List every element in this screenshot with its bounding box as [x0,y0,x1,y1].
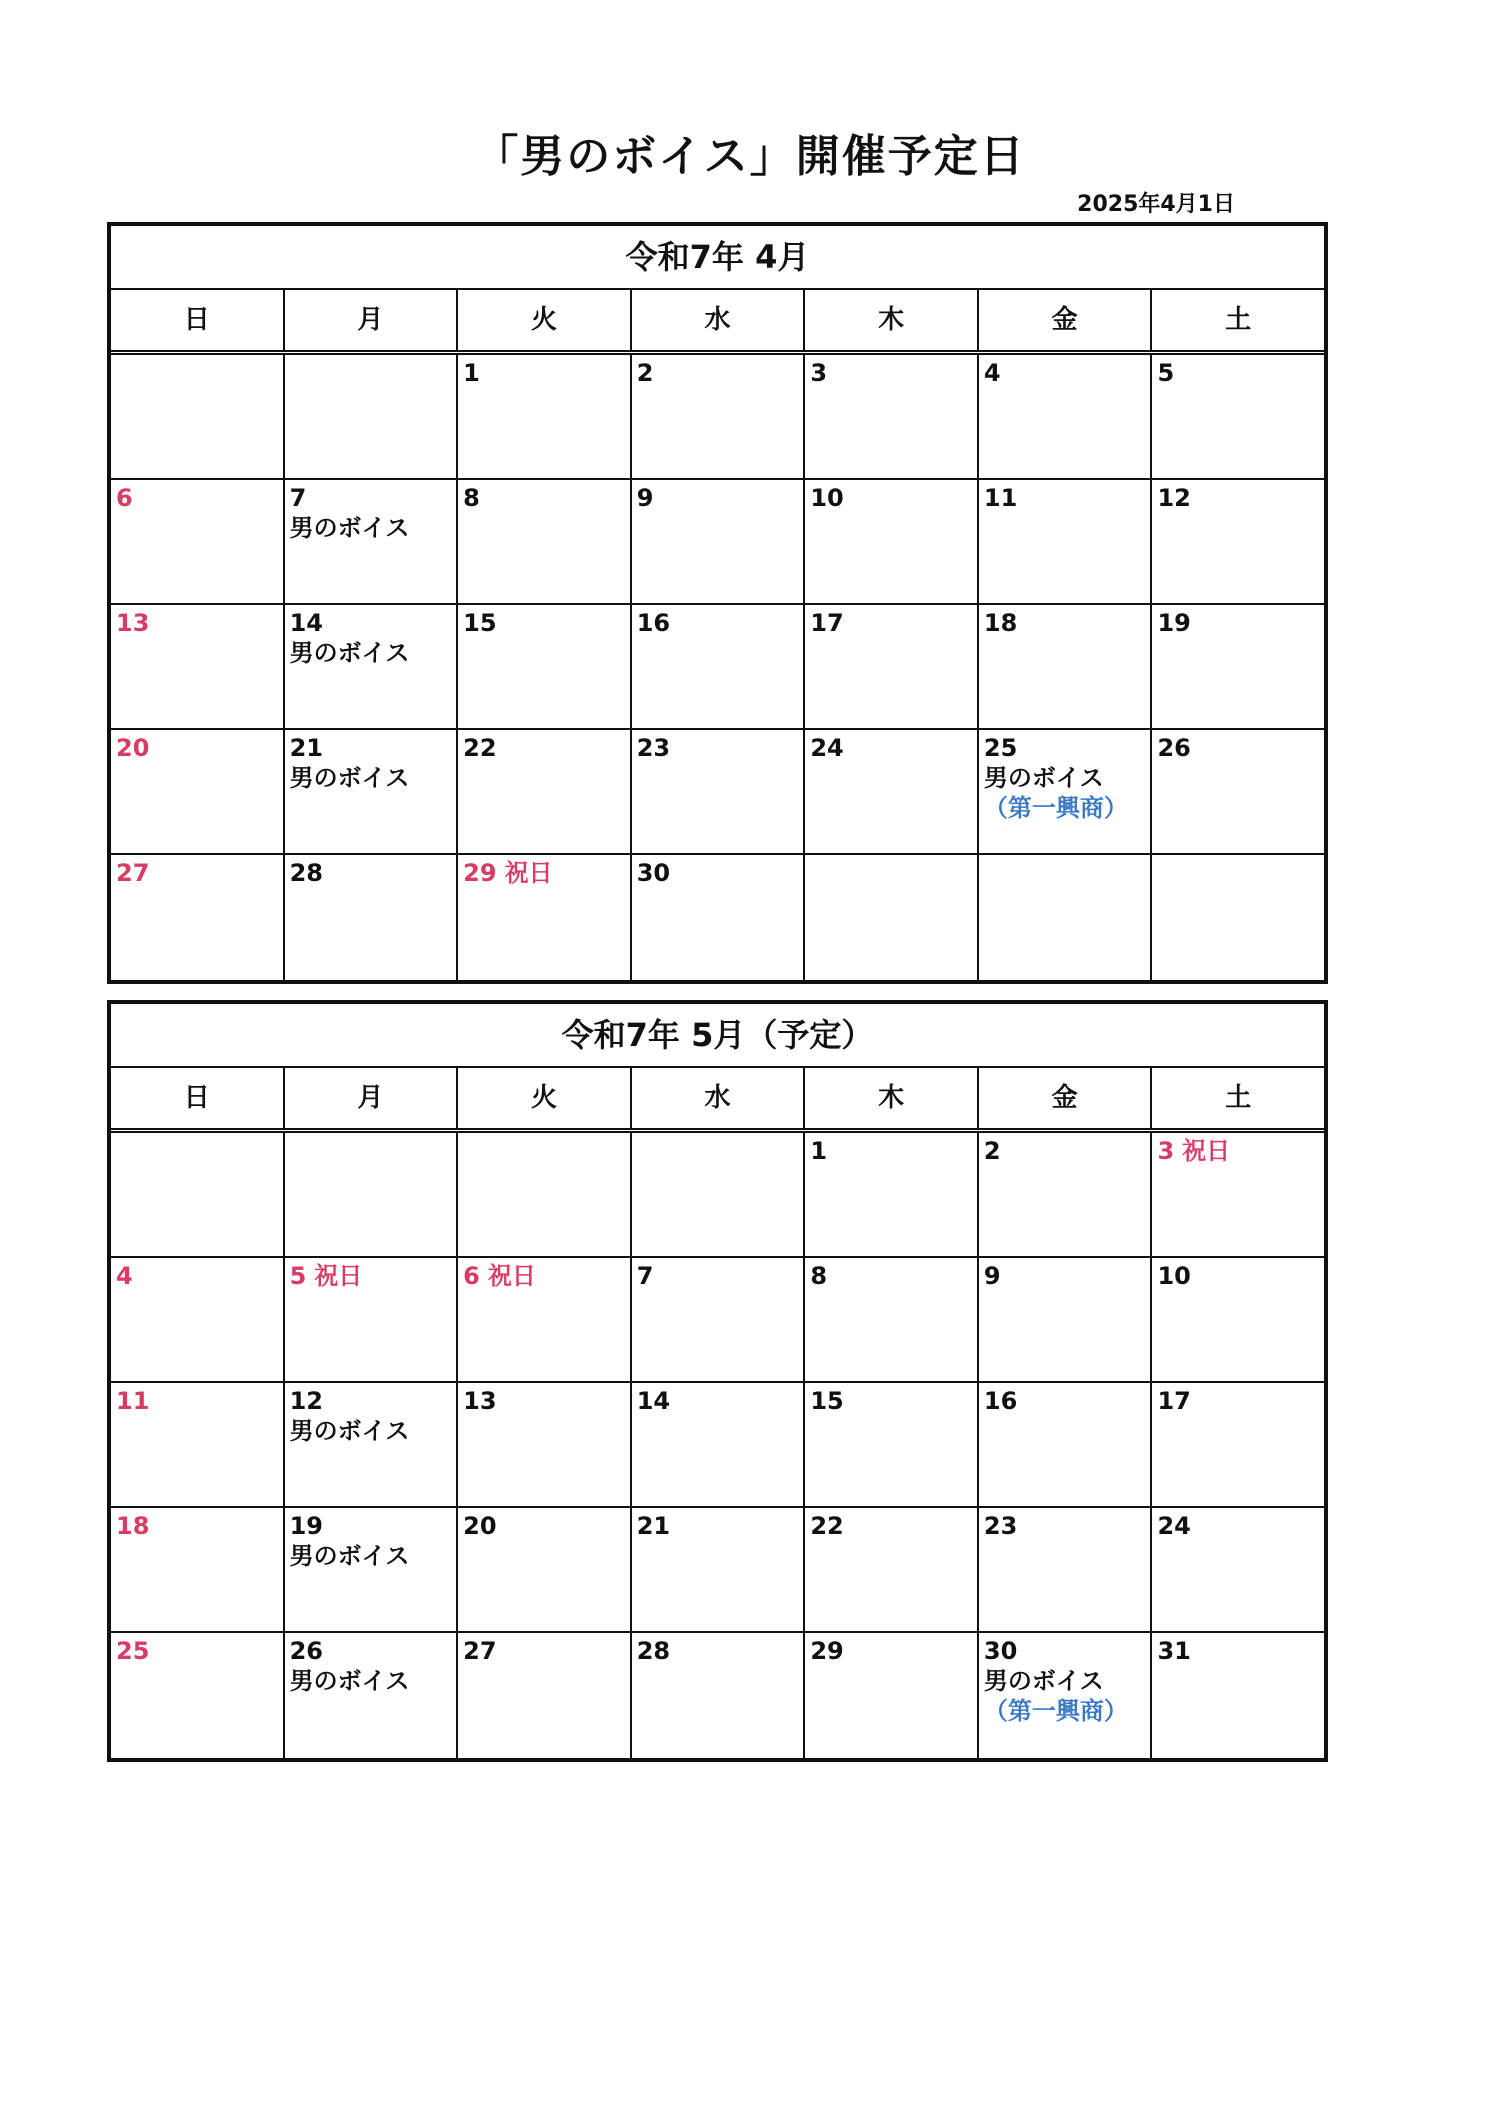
day-cell [632,480,806,603]
day-cell [979,355,1153,478]
empty-cell [285,355,459,478]
day-number-text: 29 [463,859,497,887]
week-row [111,1383,1324,1508]
day-number [290,1636,457,1666]
day-number [463,858,630,888]
weekday-header: 月 [285,290,459,350]
day-number-text: 4 [116,1262,133,1290]
day-number [984,1511,1151,1541]
day-number [637,733,804,763]
day-cell [979,1133,1153,1256]
day-cell [805,730,979,853]
day-number-text: 16 [983,1387,1018,1415]
day-number [984,358,1151,388]
day-number-text: 28 [636,1637,671,1665]
day-number-text: 20 [463,1512,497,1540]
day-number-text: 7 [289,484,307,512]
day-number [810,608,977,638]
day-number [810,1261,977,1291]
day-cell [458,1633,632,1758]
day-cell [285,1508,459,1631]
day-number [637,858,804,888]
day-number [1157,1636,1324,1666]
day-number [637,1511,804,1541]
day-number [290,483,457,513]
day-number [810,733,977,763]
day-number [810,1511,977,1541]
event-label: 男のボイス [289,639,410,667]
day-cell [979,730,1153,853]
empty-cell [632,1133,806,1256]
day-cell [458,480,632,603]
day-number-text: 10 [1157,1262,1191,1290]
day-cell [285,1633,459,1758]
week-row [111,480,1324,605]
day-cell [805,1133,979,1256]
day-number-text: 13 [463,1387,497,1415]
day-cell [1152,1133,1324,1256]
day-number-text: 2 [636,359,654,387]
event-label: 男のボイス [289,1542,410,1570]
day-number-text: 30 [983,1637,1018,1665]
day-number-text: 6 [463,1262,480,1290]
day-number-text: 18 [116,1512,150,1540]
day-number [984,1386,1151,1416]
day-number-text: 2 [983,1137,1001,1165]
day-number [984,1636,1151,1666]
day-number-text: 31 [1157,1637,1191,1665]
day-cell [1152,605,1324,728]
empty-cell [285,1133,459,1256]
day-cell [458,1508,632,1631]
day-number [637,483,804,513]
day-number [637,358,804,388]
holiday-label: 祝日 [1182,1137,1231,1165]
event-label: 男のボイス [289,1667,410,1695]
day-number [810,483,977,513]
day-number [984,483,1151,513]
day-number-text: 17 [810,609,844,637]
day-number-text: 24 [1157,1512,1191,1540]
empty-cell [111,355,285,478]
day-cell [979,1633,1153,1758]
week-row [111,730,1324,855]
day-cell [111,605,285,728]
day-cell [632,1258,806,1381]
week-row [111,855,1324,980]
day-cell [285,480,459,603]
day-number-text: 22 [463,734,497,762]
day-number-text: 12 [289,1387,323,1415]
day-cell [285,730,459,853]
day-number-text: 11 [116,1387,150,1415]
day-number [1157,358,1324,388]
day-cell [1152,355,1324,478]
empty-cell [979,855,1153,980]
day-cell [458,855,632,980]
day-number-text: 27 [463,1637,497,1665]
weekday-header: 土 [1225,1083,1252,1113]
event-label: 男のボイス [983,764,1104,792]
day-cell [1152,1258,1324,1381]
day-cell [632,855,806,980]
day-number [116,858,283,888]
weekday-header: 木 [805,290,979,350]
day-number [637,1386,804,1416]
page-title: 「男のボイス」開催予定日 [474,131,1026,182]
day-number [116,1511,283,1541]
day-number [1157,1261,1324,1291]
day-cell [632,1633,806,1758]
day-number-text: 19 [1157,609,1191,637]
calendar-may [107,1000,1328,1762]
day-cell [111,1383,285,1506]
day-number [463,1386,630,1416]
day-number-text: 5 [289,1262,307,1290]
day-number-text: 19 [289,1512,323,1540]
day-number-text: 8 [463,484,480,512]
weekday-header: 金 [979,1068,1153,1128]
day-number [637,608,804,638]
day-number-text: 27 [116,859,150,887]
calendar-april [107,222,1328,984]
day-cell [979,1383,1153,1506]
holiday-label: 祝日 [314,1262,363,1290]
weekday-header: 土 [1225,305,1252,335]
day-number [463,608,630,638]
day-number [1157,608,1324,638]
day-number-text: 9 [636,484,654,512]
day-number-text: 21 [636,1512,671,1540]
event-label: 男のボイス [289,514,410,542]
day-cell [632,605,806,728]
day-cell [1152,480,1324,603]
day-number-text: 1 [463,359,480,387]
day-number-text: 23 [983,1512,1018,1540]
day-cell [805,355,979,478]
empty-cell [1152,855,1324,980]
day-number [463,483,630,513]
empty-cell [111,1133,285,1256]
week-row [111,1633,1324,1758]
weekday-header-row [111,290,1324,355]
week-row [111,1258,1324,1383]
day-number-text: 5 [1157,359,1175,387]
day-number [463,358,630,388]
week-row [111,1508,1324,1633]
day-number-text: 12 [1157,484,1191,512]
weekday-header: 金 [979,290,1153,350]
event-venue: （第一興商） [983,1697,1128,1725]
weekday-header: 木 [805,1068,979,1128]
day-number [116,1386,283,1416]
day-cell [805,1633,979,1758]
day-cell [805,1383,979,1506]
weekday-header: 火 [458,1068,632,1128]
day-number [810,1636,977,1666]
day-number [1157,1511,1324,1541]
day-cell [979,480,1153,603]
day-cell [111,730,285,853]
day-number-text: 22 [810,1512,844,1540]
day-number [1157,483,1324,513]
calendar-title: 令和7年 5月（予定） [111,1004,1324,1068]
event-label: 男のボイス [289,764,410,792]
day-number-text: 7 [636,1262,654,1290]
weekday-header-row [111,1068,1324,1133]
day-number [290,1511,457,1541]
day-cell [632,1508,806,1631]
day-cell [1152,1383,1324,1506]
day-number-text: 17 [1157,1387,1191,1415]
week-row [111,1133,1324,1258]
day-cell [632,1383,806,1506]
empty-cell [458,1133,632,1256]
day-cell [805,480,979,603]
day-number [116,483,283,513]
weekday-header: 火 [458,290,632,350]
day-cell [805,1258,979,1381]
day-cell [979,1258,1153,1381]
week-row [111,605,1324,730]
day-number-text: 30 [636,859,671,887]
day-number-text: 20 [116,734,150,762]
day-cell [111,1258,285,1381]
weekday-header: 日 [111,1068,285,1128]
day-number-text: 23 [636,734,671,762]
day-cell [805,605,979,728]
day-number [290,1386,457,1416]
day-number [810,1136,977,1166]
day-number-text: 3 [1157,1137,1175,1165]
day-number-text: 13 [116,609,150,637]
day-number [290,1261,457,1291]
day-number [637,1636,804,1666]
day-number-text: 10 [810,484,844,512]
calendar-title: 令和7年 4月 [111,226,1324,290]
day-cell [111,855,285,980]
day-number [290,733,457,763]
day-cell [979,1508,1153,1631]
day-number-text: 29 [810,1637,844,1665]
day-number [810,1386,977,1416]
day-number [1157,733,1324,763]
day-number-text: 9 [983,1262,1001,1290]
day-cell [979,605,1153,728]
weekday-header: 日 [111,290,285,350]
day-number [984,1136,1151,1166]
day-number [463,1636,630,1666]
day-number-text: 8 [810,1262,828,1290]
day-number-text: 15 [463,609,497,637]
day-number [116,733,283,763]
day-number-text: 14 [636,1387,671,1415]
day-number [116,1636,283,1666]
day-cell [632,355,806,478]
day-number [290,858,457,888]
day-number-text: 26 [289,1637,323,1665]
day-number-text: 11 [983,484,1018,512]
day-cell [632,730,806,853]
day-cell [285,1258,459,1381]
day-number [637,1261,804,1291]
day-number [984,1261,1151,1291]
day-number [116,608,283,638]
weekday-header: 月 [285,1068,459,1128]
day-cell [458,355,632,478]
day-number-text: 18 [983,609,1018,637]
day-number-text: 6 [116,484,133,512]
day-number [1157,1136,1324,1166]
day-number [463,1511,630,1541]
day-cell [285,855,459,980]
day-cell [285,1383,459,1506]
event-label: 男のボイス [983,1667,1104,1695]
weekday-header: 水 [632,290,806,350]
day-cell [458,1258,632,1381]
day-number-text: 15 [810,1387,844,1415]
day-number-text: 28 [289,859,323,887]
day-number-text: 21 [289,734,323,762]
day-number-text: 16 [636,609,671,637]
day-number [984,608,1151,638]
holiday-label: 祝日 [504,859,553,887]
day-number-text: 25 [983,734,1018,762]
day-cell [111,1633,285,1758]
day-number [463,733,630,763]
holiday-label: 祝日 [487,1262,536,1290]
day-cell [285,605,459,728]
day-number [810,358,977,388]
day-cell [458,605,632,728]
day-number [1157,1386,1324,1416]
issue-date: 2025年4月1日 [1077,192,1235,217]
day-cell [111,1508,285,1631]
day-number-text: 26 [1157,734,1191,762]
empty-cell [805,855,979,980]
day-number-text: 14 [289,609,323,637]
day-cell [1152,1633,1324,1758]
day-number [984,733,1151,763]
day-cell [458,1383,632,1506]
event-venue: （第一興商） [983,794,1128,822]
day-cell [458,730,632,853]
day-cell [805,1508,979,1631]
event-label: 男のボイス [289,1417,410,1445]
day-number-text: 3 [810,359,828,387]
day-cell [111,480,285,603]
week-row [111,355,1324,480]
day-cell [1152,730,1324,853]
day-cell [1152,1508,1324,1631]
day-number [463,1261,630,1291]
day-number-text: 24 [810,734,844,762]
day-number [290,608,457,638]
day-number-text: 25 [116,1637,150,1665]
day-number [116,1261,283,1291]
day-number-text: 1 [810,1137,828,1165]
weekday-header: 水 [632,1068,806,1128]
day-number-text: 4 [983,359,1001,387]
